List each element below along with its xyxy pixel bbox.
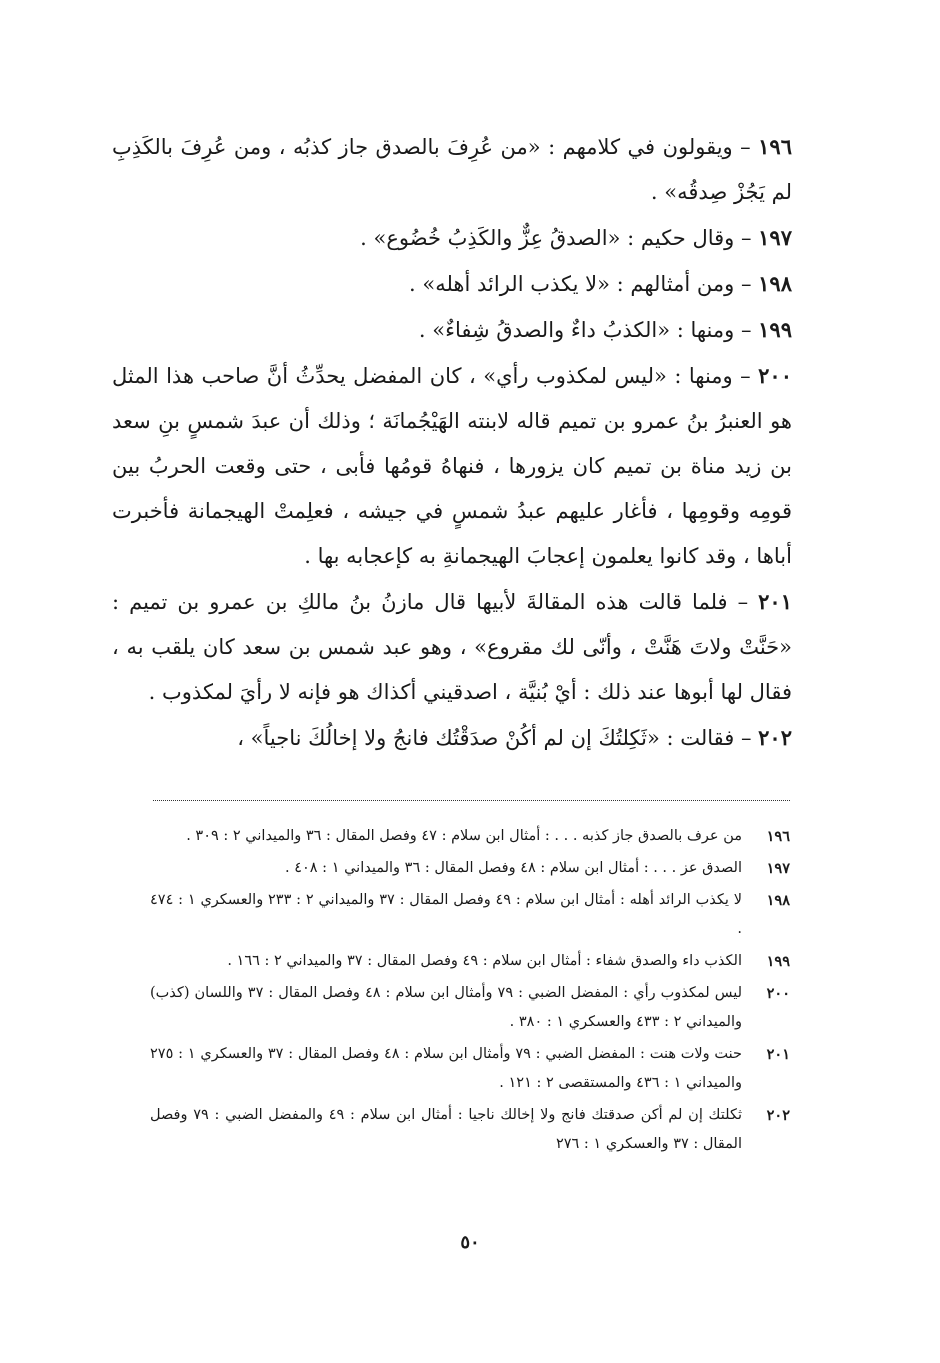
footnote-text: الصدق عز . . . : أمثال ابن سلام : ٤٨ وفصل المقال : ٣٦ والميداني ١ : ٤٠٨ . xyxy=(284,860,742,876)
entry-number: ١٩٧ xyxy=(758,225,792,250)
entry-dash: – xyxy=(732,135,759,159)
footnote-text: حنت ولات هنت : المفضل الضبي : ٧٩ وأمثال ابن سلام : ٤٨ وفصل المقال : ٣٧ والعسكري ١ : ٢٧٥ والميداني ١ : ٤٣٦ والمستقصى ٢ : ١٢١ . xyxy=(150,1046,742,1091)
footnote-201 xyxy=(150,1040,790,1098)
footnote-text: لا يكذب الرائد أهله : أمثال ابن سلام : ٤٩ وفصل المقال : ٣٧ والميداني ٢ : ٢٣٣ والعسكري ١ : ٤٧٤ . xyxy=(150,892,742,937)
page-number: ٥٠ xyxy=(460,1232,480,1253)
entry-196 xyxy=(112,124,792,215)
entry-200 xyxy=(112,353,792,579)
entry-text: وقال حكيم : «الصدقُ عِزٌّ والكَذِبُ خُضُوع» . xyxy=(360,226,735,250)
entry-number: ١٩٩ xyxy=(758,317,792,342)
entry-number: ٢٠١ xyxy=(758,589,792,614)
entry-text: فقالت : «ثَكِلتُكَ إن لم أكُنْ صدَقْتُك فانجُ ولا إخالُكَ ناجياً» ، xyxy=(237,726,735,750)
entry-number: ٢٠٠ xyxy=(758,363,792,388)
footnote-divider xyxy=(153,800,790,801)
footnote-200 xyxy=(150,979,790,1037)
entry-number: ٢٠٢ xyxy=(758,725,792,750)
entry-text: ومنها : «ليس لمكذوب رأي» ، كان المفضل يحدِّثُ أنَّ صاحب هذا المثل هو العنبرُ بنُ عمرو بن تميم قاله لابنته الهَيْجُمانَة ؛ وذلك أن عبدَ شمسٍ بنِ سعد بن زيد مناة بن تميم كان يزورها ، فنهاهُ قومُها فأبى ، حتى وقعت الحربُ بين قومِه وقومِها ، فأغار عليهم عبدُ شمسٍ في جيشه ، فعلِمتْ الهيجمانة فأخبرت أباها ، وقد كانوا يعلمون إعجابَ الهيجمانةِ به كإعجابه بها . xyxy=(112,364,792,568)
entry-dash: – xyxy=(734,318,759,342)
footnote-number: ١٩٧ xyxy=(766,860,790,877)
footnote-199 xyxy=(150,947,790,976)
entry-202 xyxy=(112,715,792,761)
entry-text: ومن أمثالهم : «لا يكذب الرائد أهله» . xyxy=(409,272,735,296)
entry-text: ومنها : «الكذبُ داءٌ والصدقُ شِفاءٌ» . xyxy=(418,318,735,342)
footnote-number: ١٩٨ xyxy=(766,892,790,909)
footnote-number: ٢٠٠ xyxy=(766,985,790,1002)
footnote-198 xyxy=(150,886,790,944)
entry-dash: – xyxy=(727,590,759,614)
entry-dash: – xyxy=(732,364,759,388)
entry-199 xyxy=(112,307,792,353)
footnote-196 xyxy=(150,822,790,851)
entry-number: ١٩٨ xyxy=(758,271,792,296)
footnote-text: ليس لمكذوب رأي : المفضل الضبي : ٧٩ وأمثال ابن سلام : ٤٨ وفصل المقال : ٣٧ واللسان (كذب) والميداني ٢ : ٤٣٣ والعسكري ١ : ٣٨٠ . xyxy=(150,985,742,1030)
footnote-text: من عرف بالصدق جاز كذبه . . . : أمثال ابن سلام : ٤٧ وفصل المقال : ٣٦ والميداني ٢ : ٣٠٩ . xyxy=(186,828,742,844)
entry-201 xyxy=(112,579,792,715)
entry-dash: – xyxy=(734,226,759,250)
footnote-text: الكذب داء والصدق شفاء : أمثال ابن سلام : ٤٩ وفصل المقال : ٣٧ والميداني ٢ : ١٦٦ . xyxy=(227,953,742,969)
entry-number: ١٩٦ xyxy=(758,134,792,159)
entry-text: فلما قالت هذه المقالةَ لأبيها قال مازنُ بنُ مالكِ بن عمرو بن تميم : «حَنَّتْ ولاتَ هَنَّتْ ، وأنّى لك مقروع» ، وهو عبد شمس بن سعد كان يلقب به ، فقال لها أبوها عند ذلك : أيْ بُنيَّة ، اصدقيني أكذاك هو فإنه لا رأيَ لمكذوب . xyxy=(112,590,792,704)
footnote-text: ثكلتك إن لم أكن صدقتك فانج ولا إخالك ناجيا : أمثال ابن سلام : ٤٩ والمفضل الضبي : ٧٩ وفصل المقال : ٣٧ والعسكري ١ : ٢٧٦ xyxy=(150,1107,742,1152)
entry-text: ويقولون في كلامهم : «من عُرِفَ بالصدق جاز كذبُه ، ومن عُرِفَ بالكَذِبِ لم يَجُزْ صِدقُه» . xyxy=(112,135,792,204)
entry-dash: – xyxy=(734,726,759,750)
footnote-number: ٢٠٢ xyxy=(766,1107,790,1124)
footnote-197 xyxy=(150,854,790,883)
entry-197 xyxy=(112,215,792,261)
footnote-number: ١٩٦ xyxy=(766,828,790,845)
footnotes xyxy=(150,822,790,1162)
entry-dash: – xyxy=(734,272,759,296)
footnote-202 xyxy=(150,1101,790,1159)
main-text xyxy=(112,124,792,761)
footnote-number: ٢٠١ xyxy=(766,1046,790,1063)
footnote-number: ١٩٩ xyxy=(766,953,790,970)
entry-198 xyxy=(112,261,792,307)
